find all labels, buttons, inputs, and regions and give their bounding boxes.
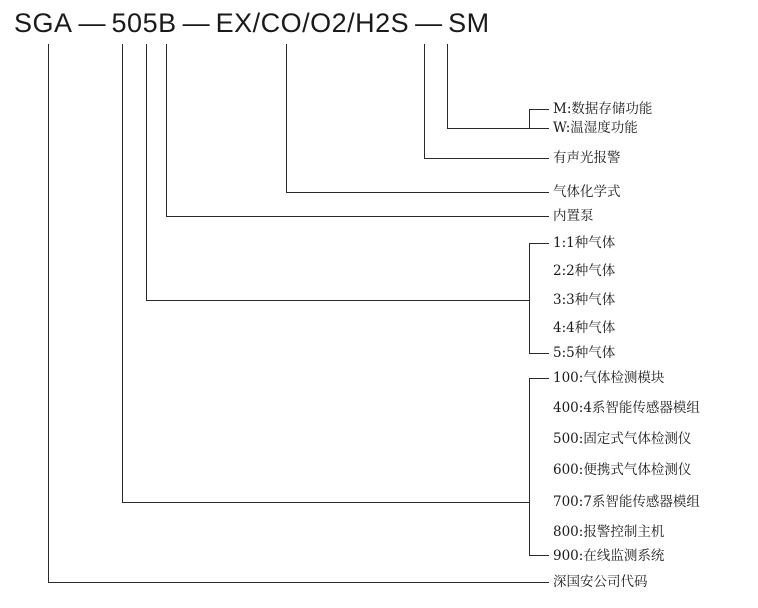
dropline-gascount [146, 44, 147, 300]
label-series-700: 700:7系智能传感器模组 [553, 494, 700, 510]
label-sm-option-w: W:温湿度功能 [553, 120, 638, 136]
bracket-sm-stem [529, 109, 530, 128]
connector-pump [166, 216, 549, 217]
bracket-gascount-stem [529, 243, 530, 353]
label-series-400: 400:4系智能传感器模组 [553, 400, 700, 416]
connector-gastype [286, 192, 549, 193]
label-series-800: 800:报警控制主机 [553, 524, 665, 540]
bracket-series-arm-bottom [529, 555, 549, 556]
connector-gascount [146, 300, 529, 301]
dropline-series [122, 44, 123, 502]
label-gastype: 气体化学式 [553, 184, 621, 200]
label-gascount-5: 5:5种气体 [553, 345, 616, 361]
bracket-series-arm-top [529, 378, 549, 379]
bracket-gascount-arm-5 [529, 353, 549, 354]
label-gascount-4: 4:4种气体 [553, 320, 616, 336]
label-sm-option-m: M:数据存储功能 [553, 101, 653, 117]
connector-sm-bracket [447, 128, 529, 129]
dropline-alarm [424, 44, 425, 158]
label-pump: 内置泵 [553, 208, 594, 224]
dropline-gastype [286, 44, 287, 192]
code-segment-sga: SGA [14, 8, 73, 38]
label-company: 深国安公司代码 [553, 574, 648, 590]
bracket-sm-arm-top [529, 109, 549, 110]
connector-company [48, 582, 549, 583]
label-alarm: 有声光报警 [553, 150, 621, 166]
label-series-100: 100:气体检测模块 [553, 370, 665, 386]
dropline-smoptions [447, 44, 448, 128]
label-series-900: 900:在线监测系统 [553, 548, 665, 564]
label-gascount-2: 2:2种气体 [553, 263, 616, 279]
label-series-500: 500:固定式气体检测仪 [553, 431, 692, 447]
connector-alarm [424, 158, 549, 159]
label-series-600: 600:便携式气体检测仪 [553, 462, 692, 478]
code-segment-sm: SM [448, 8, 490, 38]
code-dash-2: — [182, 8, 210, 38]
bracket-sm-arm-bottom [529, 128, 549, 129]
code-dash-1: — [78, 8, 106, 38]
code-dash-3: — [415, 8, 443, 38]
dropline-sga [48, 44, 49, 582]
bracket-series-stem [529, 378, 530, 555]
label-gascount-3: 3:3种气体 [553, 292, 616, 308]
dropline-pump [166, 44, 167, 216]
code-segment-505b: 505B [111, 8, 177, 38]
model-code-line [14, 8, 490, 42]
connector-series [122, 502, 529, 503]
bracket-gascount-arm-1 [529, 243, 549, 244]
label-gascount-1: 1:1种气体 [553, 235, 616, 251]
code-segment-gases: EX/CO/O2/H2S [215, 8, 410, 38]
